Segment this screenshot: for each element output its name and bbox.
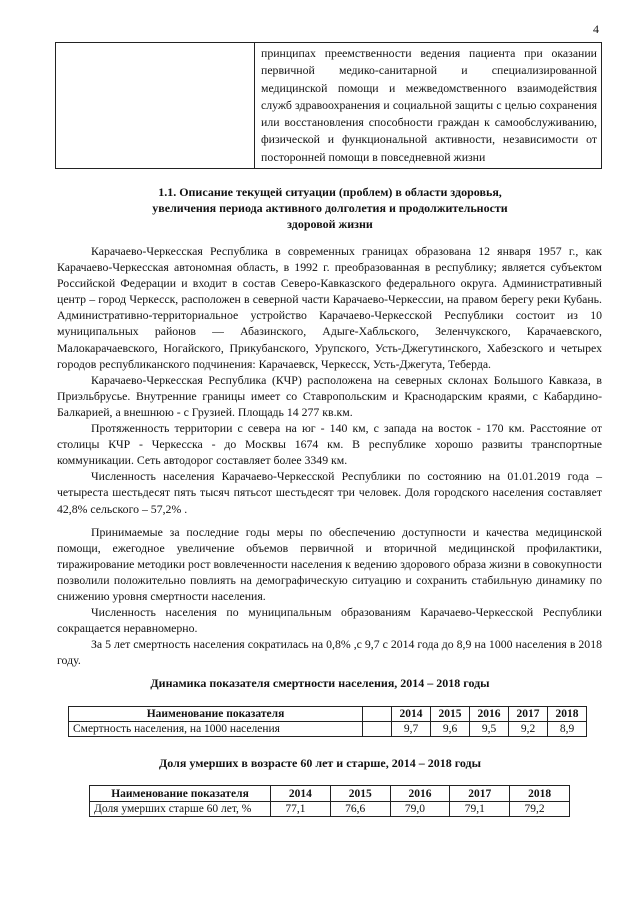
value-cell: 9,5 <box>470 722 509 737</box>
header-cell: Наименование показателя <box>90 786 271 802</box>
header-year: 2014 <box>271 786 331 802</box>
paragraph: Карачаево-Черкесская Республика (КЧР) расположена на северных склонах Большого Кавказа, в Приэльбрусье. Внутренние границы имеет со Ставропольским и Краснодарским краями, с Кабардино-Балкарией, а внешнюю - с Грузией. Площадь 14 277 кв.км. <box>57 372 602 419</box>
header-year: 2016 <box>470 707 509 722</box>
value-cell: 9,2 <box>509 722 548 737</box>
value-cell: 79,0 <box>390 802 450 817</box>
paragraph: Численность населения по муниципальным образованиям Карачаево-Черкесской Республики сокращается неравномерно. <box>57 605 602 636</box>
value-cell: 8,9 <box>548 722 587 737</box>
heading-line-2: увеличения периода активного долголетия и продолжительности <box>152 201 508 215</box>
mortality-table-title: Динамика показателя смертности населения, 2014 – 2018 годы <box>150 676 490 690</box>
empty-left-cell <box>56 43 255 169</box>
section-heading <box>75 184 585 232</box>
page-number: 4 <box>593 22 599 36</box>
empty-cell <box>363 722 392 737</box>
elderly-table <box>89 785 570 817</box>
header-cell: Наименование показателя <box>69 707 363 722</box>
value-cell: 79,2 <box>510 802 570 817</box>
value-cell: 77,1 <box>271 802 331 817</box>
value-cell: 79,1 <box>450 802 510 817</box>
paragraph: Численность населения Карачаево-Черкесской Республики по состоянию на 01.01.2019 года – четыреста шестьдесят пять тысяч пятьсот шестьдесят три человек. Доля городского населения составляет 42,8% сельского – 57,2% . <box>57 469 602 516</box>
continuation-table <box>55 42 602 169</box>
table-header-row <box>90 786 570 802</box>
continuation-text: принципах преемственности ведения пациента при оказании первичной медико-санитарной и специализированной медицинской помощи и межведомственного взаимодействия служб здравоохранения и социальной защиты с целью сохранения или восстановления способности граждан к самообслуживанию, физической и функциональной активности, независимости от посторонней помощи в повседневной жизни <box>255 43 602 169</box>
value-cell: 76,6 <box>330 802 390 817</box>
body-text <box>57 243 602 668</box>
elderly-table-title: Доля умерших в возрасте 60 лет и старше, 2014 – 2018 годы <box>159 756 481 770</box>
row-label: Смертность населения, на 1000 населения <box>69 722 363 737</box>
row-label: Доля умерших старше 60 лет, % <box>90 802 271 817</box>
table-header-row <box>69 707 587 722</box>
value-cell: 9,6 <box>431 722 470 737</box>
paragraph: Принимаемые за последние годы меры по обеспечению доступности и качества медицинской помощи, ежегодное увеличение объемов первичной и вторичной медицинской профилактики, тиражирование методики рост вовлеченности населения к ведению здорового образа жизни в совокупности позволили положительно повлиять на демографическую ситуацию и сохранить стабильную динамику по снижению уровня смертности населения. <box>57 524 602 603</box>
mortality-table <box>68 706 587 737</box>
heading-line-1: 1.1. Описание текущей ситуации (проблем) в области здоровья, <box>158 185 502 199</box>
header-year: 2015 <box>431 707 470 722</box>
paragraph: За 5 лет смертность населения сократилась на 0,8% ,с 9,7 с 2014 года до 8,9 на 1000 населения в 2018 году. <box>57 637 602 668</box>
header-year: 2017 <box>509 707 548 722</box>
paragraph: Карачаево-Черкесская Республика в современных границах образована 12 января 1957 г., как Карачаево-Черкесская автономная область, в 1992 г. преобразованная в республику; является субъектом Российской Федерации и входит в состав Северо-Кавказского федерального округа. Административный центр – город Черкесск, расположен в северной части Карачаево-Черкессии, на правом берегу реки Кубань. Административно-территориальное устройство Карачаево-Черкесской Республики состоит из 10 муниципальных районов — Абазинского, Адыге-Хабльского, Зеленчукского, Карачаевского, Малокарачаевского, Ногайского, Прикубанского, Урупского, Усть-Джегутинского, Хабезского и четырех городов республиканского подчинения: Карачаевск, Черкесск, Усть-Джегута, Теберда. <box>57 244 602 371</box>
table-row <box>69 722 587 737</box>
value-cell: 9,7 <box>392 722 431 737</box>
table-row <box>90 802 570 817</box>
header-year: 2018 <box>548 707 587 722</box>
header-year: 2018 <box>510 786 570 802</box>
header-year: 2017 <box>450 786 510 802</box>
header-year: 2014 <box>392 707 431 722</box>
empty-header-cell <box>363 707 392 722</box>
header-year: 2015 <box>330 786 390 802</box>
header-year: 2016 <box>390 786 450 802</box>
paragraph: Протяженность территории с севера на юг - 140 км, с запада на восток - 170 км. Расстояние от столицы КЧР - Черкесска - до Москвы 1674 км. В республике хорошо развиты транспортные коммуникации. Сеть автодорог составляет более 3349 км. <box>57 421 602 468</box>
heading-line-3: здоровой жизни <box>287 217 373 231</box>
